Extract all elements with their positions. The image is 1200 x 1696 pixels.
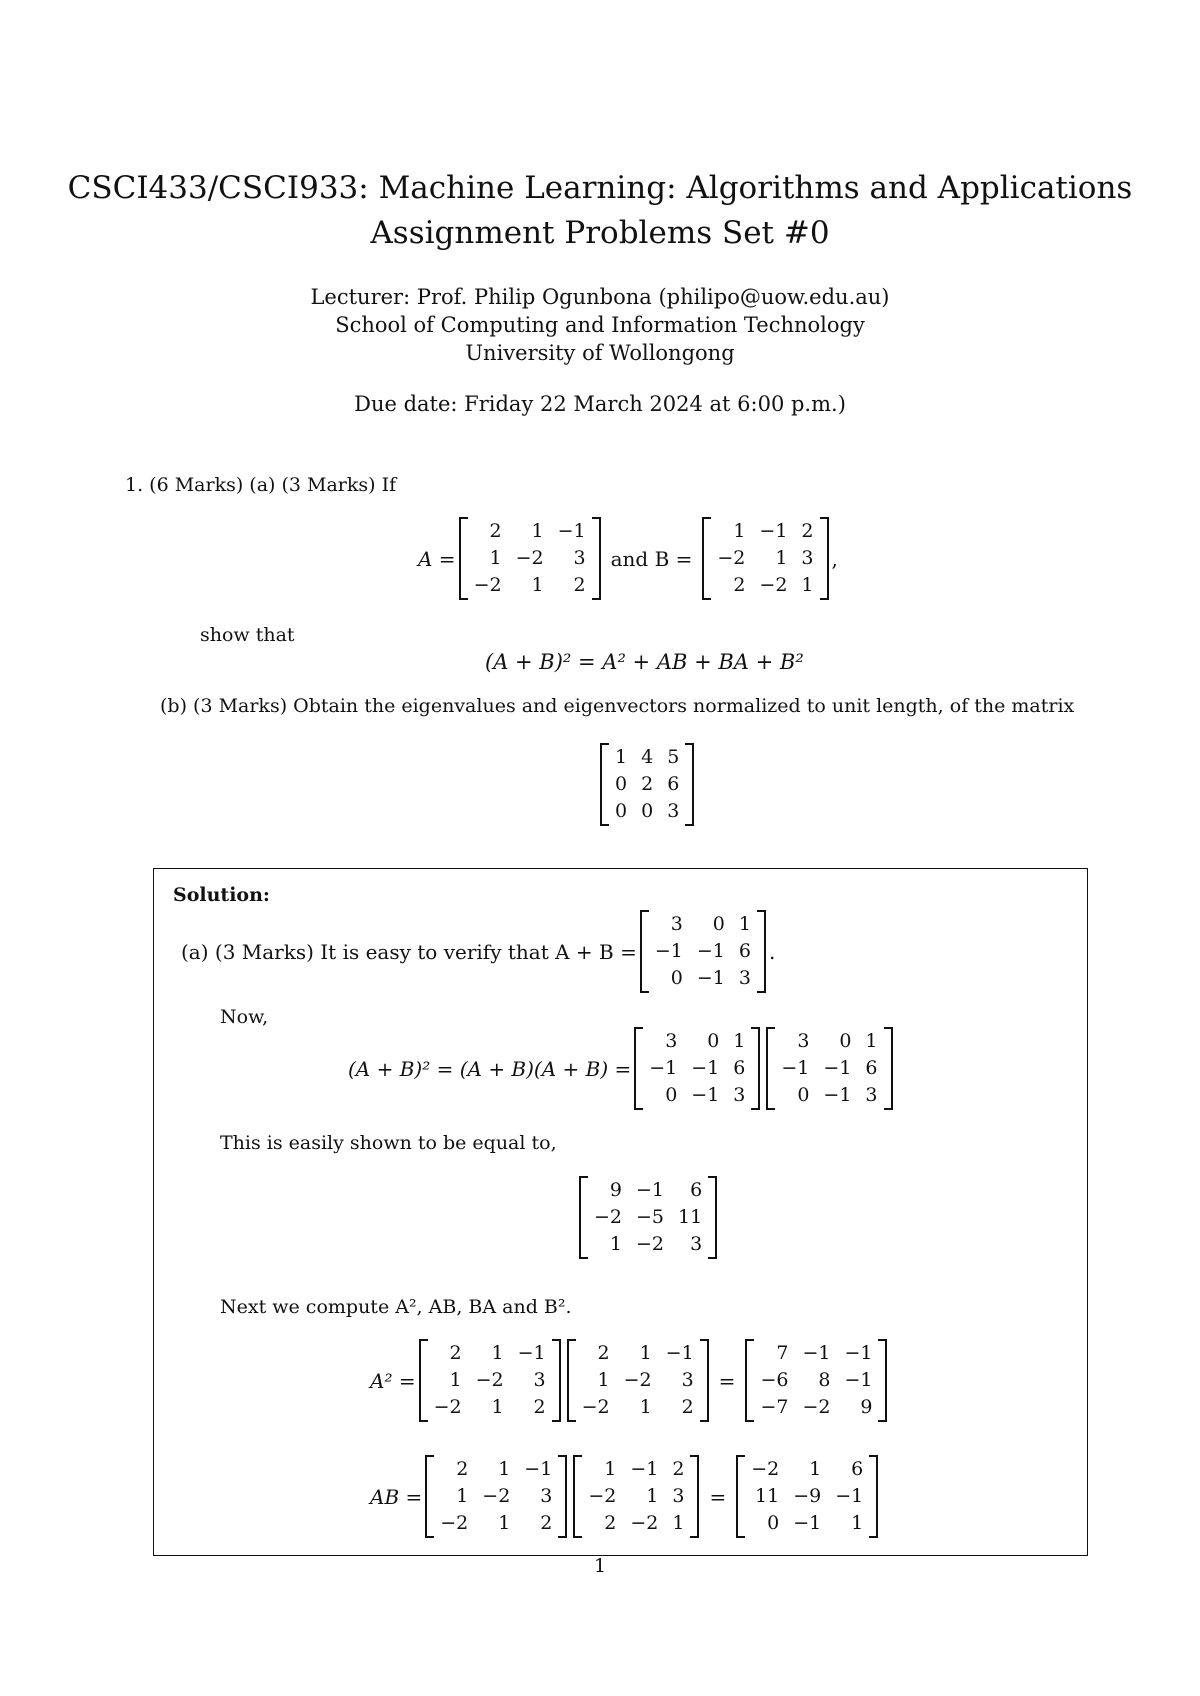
a2-right-matrix-cell-1-0: 1: [597, 1369, 610, 1391]
a2-right-matrix-cell-0-2: −1: [665, 1342, 694, 1364]
sum-matrix-cell-2-0: 0: [670, 967, 683, 989]
ab-left-matrix-cell-1-1: −2: [482, 1485, 511, 1507]
sum-matrix-cell-0-2: 1: [738, 913, 751, 935]
a2-result-matrix-cell-2-0: −7: [760, 1396, 789, 1418]
a2-result-matrix-cell-2-1: −2: [802, 1396, 831, 1418]
sum-matrix-right-cell-1-2: 6: [865, 1057, 878, 1079]
ab-right-matrix-cell-0-0: 1: [604, 1458, 617, 1480]
ab-left-matrix-cell-1-2: 3: [540, 1485, 553, 1507]
ab-left-matrix-cell-2-2: 2: [540, 1512, 553, 1534]
sum-matrix-right-cell-2-0: 0: [797, 1084, 810, 1106]
ab-result-matrix-cell-1-2: −1: [835, 1485, 864, 1507]
a2-left-matrix-cell-2-0: −2: [433, 1396, 462, 1418]
a2-left-matrix-cell-2-1: 1: [491, 1396, 504, 1418]
a2-left-matrix-cell-1-1: −2: [475, 1369, 504, 1391]
ab-line: [370, 1455, 881, 1538]
a2-left-matrix-cell-1-0: 1: [449, 1369, 462, 1391]
part-a-text: (a) (3 Marks) It is easy to verify that A + B =: [181, 939, 637, 964]
sum-matrix-cell-2-2: 3: [738, 967, 751, 989]
sum-matrix-cell-0-1: 0: [712, 913, 725, 935]
matrix-c-cell-0-2: 5: [667, 746, 680, 768]
square-result-block: [576, 1176, 720, 1259]
matrix-b-cell-1-0: −2: [717, 547, 746, 569]
ab-left-matrix-cell-0-0: 2: [456, 1458, 469, 1480]
sum-matrix-cell-2-1: −1: [696, 967, 725, 989]
a2-equals: =: [718, 1368, 736, 1393]
matrix-a-cell-1-0: 1: [489, 547, 502, 569]
ab-result-matrix: [736, 1455, 878, 1538]
square-result-matrix-cell-0-0: 9: [609, 1179, 623, 1201]
matrix-b-cell-0-2: 2: [801, 520, 814, 542]
sum-matrix: [640, 910, 766, 993]
a2-result-matrix-cell-2-2: 9: [860, 1396, 873, 1418]
sum-matrix-right-cell-1-1: −1: [823, 1057, 852, 1079]
a2-left-matrix-cell-1-2: 3: [533, 1369, 546, 1391]
now-text: Now,: [220, 1006, 269, 1028]
matrix-a-cell-0-0: 2: [489, 520, 502, 542]
ab-result-matrix-cell-0-1: 1: [809, 1458, 822, 1480]
a2-right-matrix-cell-0-1: 1: [639, 1342, 652, 1364]
problem-1-heading: 1. (6 Marks) (a) (3 Marks) If: [125, 474, 397, 496]
solution-heading: Solution:: [173, 884, 270, 906]
matrix-c-cell-0-0: 1: [615, 746, 628, 768]
matrix-c-cell-1-0: 0: [615, 773, 628, 795]
a2-left-matrix-cell-2-2: 2: [533, 1396, 546, 1418]
matrix-c-cell-2-1: 0: [641, 800, 654, 822]
lecturer-line: Lecturer: Prof. Philip Ogunbona (philipo@uow.edu.au): [310, 285, 890, 309]
square-result-matrix-cell-0-2: 6: [690, 1179, 703, 1201]
ab-lhs: AB =: [370, 1484, 423, 1509]
a2-left-matrix: [419, 1339, 561, 1422]
ab-right-matrix-cell-0-2: 2: [672, 1458, 685, 1480]
matrix-c: [600, 743, 694, 826]
sum-matrix-left-cell-1-1: −1: [691, 1057, 720, 1079]
sum-matrix-left-cell-2-2: 3: [733, 1084, 746, 1106]
sum-matrix-right-cell-1-0: −1: [781, 1057, 810, 1079]
sum-matrix-right: [766, 1027, 892, 1110]
sum-matrix-left-cell-0-0: 3: [665, 1030, 678, 1052]
sum-matrix-right-cell-2-2: 3: [865, 1084, 878, 1106]
ab-result-matrix-cell-2-0: 0: [767, 1512, 780, 1534]
square-result-matrix-cell-1-1: −5: [636, 1206, 665, 1228]
ab-right-matrix-cell-2-1: −2: [630, 1512, 659, 1534]
matrix-c-cell-0-1: 4: [641, 746, 654, 768]
a2-lhs: A² =: [370, 1368, 416, 1393]
ab-right-matrix-cell-2-2: 1: [672, 1512, 685, 1534]
matrix-a-cell-0-2: −1: [557, 520, 586, 542]
matrix-b-cell-2-1: −2: [759, 574, 788, 596]
matrices-ab-definition: [418, 517, 838, 600]
title-line-1: CSCI433/CSCI933: Machine Learning: Algorithms and Applications: [67, 170, 1133, 206]
sum-matrix-right-cell-0-2: 1: [865, 1030, 878, 1052]
ab-result-matrix-cell-2-2: 1: [851, 1512, 864, 1534]
sum-matrix-left-cell-2-1: −1: [691, 1084, 720, 1106]
sum-matrix-cell-0-0: 3: [670, 913, 683, 935]
ab-equals: =: [709, 1484, 727, 1509]
page-number: 1: [593, 1555, 607, 1577]
matrix-b-cell-2-2: 1: [801, 574, 814, 596]
school-line: School of Computing and Information Technology: [335, 313, 865, 337]
university-line: University of Wollongong: [465, 341, 735, 365]
identity-equation: (A + B)² = A² + AB + BA + B²: [485, 650, 804, 674]
matrix-a: [459, 517, 601, 600]
a2-result-matrix-cell-1-0: −6: [760, 1369, 789, 1391]
square-result-matrix-cell-2-2: 3: [690, 1233, 703, 1255]
show-that: show that: [200, 624, 295, 646]
ab-right-matrix-cell-1-1: 1: [646, 1485, 659, 1507]
matrix-a-cell-2-1: 1: [531, 574, 544, 596]
ab-left-matrix-cell-2-1: 1: [498, 1512, 511, 1534]
ab-left-matrix: [425, 1455, 567, 1538]
a2-result-matrix: [745, 1339, 887, 1422]
a2-left-matrix-cell-0-2: −1: [517, 1342, 546, 1364]
sum-period: .: [768, 939, 776, 964]
matrix-c-cell-2-0: 0: [615, 800, 628, 822]
matrix-c-cell-1-2: 6: [667, 773, 680, 795]
ab-left-matrix-cell-1-0: 1: [456, 1485, 469, 1507]
matrix-c-cell-2-2: 3: [667, 800, 680, 822]
ab-result-matrix-cell-1-1: −9: [793, 1485, 822, 1507]
a2-right-matrix-cell-1-2: 3: [681, 1369, 694, 1391]
a-squared-line: [370, 1339, 890, 1422]
sum-matrix-cell-1-2: 6: [738, 940, 751, 962]
square-result-matrix-cell-1-0: −2: [594, 1206, 623, 1228]
sum-matrix-cell-1-1: −1: [696, 940, 725, 962]
sum-matrix-left-cell-1-0: −1: [649, 1057, 678, 1079]
matrix-b: [702, 517, 828, 600]
a2-right-matrix-cell-2-0: −2: [581, 1396, 610, 1418]
ab-right-matrix-cell-1-2: 3: [672, 1485, 685, 1507]
sum-matrix-cell-1-0: −1: [654, 940, 683, 962]
due-date: Due date: Friday 22 March 2024 at 6:00 p.m.): [354, 392, 846, 416]
matrix-a-cell-0-1: 1: [531, 520, 544, 542]
matrix-c-cell-1-1: 2: [641, 773, 654, 795]
sum-matrix-left-cell-0-1: 0: [707, 1030, 720, 1052]
ab-right-matrix-cell-0-1: −1: [630, 1458, 659, 1480]
a2-right-matrix: [567, 1339, 709, 1422]
ab-result-matrix-cell-1-0: 11: [755, 1485, 780, 1507]
ab-result-matrix-cell-2-1: −1: [793, 1512, 822, 1534]
next-compute-text: Next we compute A², AB, BA and B².: [220, 1296, 572, 1318]
easily-shown-text: This is easily shown to be equal to,: [220, 1132, 557, 1154]
sum-matrix-left-cell-0-2: 1: [733, 1030, 746, 1052]
ab-left-matrix-cell-0-2: −1: [524, 1458, 553, 1480]
matrix-a-cell-2-2: 2: [573, 574, 586, 596]
matrix-b-cell-1-2: 3: [801, 547, 814, 569]
matrix-a-cell-2-0: −2: [473, 574, 502, 596]
ab-result-matrix-cell-0-0: −2: [751, 1458, 780, 1480]
part-b-text: (b) (3 Marks) Obtain the eigenvalues and eigenvectors normalized to unit length, of the matrix: [160, 695, 1075, 717]
a2-result-matrix-cell-1-1: 8: [818, 1369, 831, 1391]
square-result-matrix-cell-0-1: −1: [636, 1179, 665, 1201]
matrix-b-cell-2-0: 2: [733, 574, 746, 596]
matrix-b-cell-0-1: −1: [759, 520, 788, 542]
square-result-matrix: [579, 1176, 717, 1259]
matrix-a-cell-1-2: 3: [573, 547, 586, 569]
ab-left-matrix-cell-2-0: −2: [440, 1512, 469, 1534]
a2-result-matrix-cell-0-2: −1: [844, 1342, 873, 1364]
a2-right-matrix-cell-2-2: 2: [681, 1396, 694, 1418]
square-lhs: (A + B)² = (A + B)(A + B) =: [348, 1056, 632, 1081]
matrix-b-cell-1-1: 1: [775, 547, 788, 569]
sum-line: [181, 910, 775, 993]
and-b-label: and B =: [610, 546, 693, 571]
sum-matrix-right-cell-2-1: −1: [823, 1084, 852, 1106]
title-line-2: Assignment Problems Set #0: [370, 215, 830, 251]
ab-left-matrix-cell-0-1: 1: [498, 1458, 511, 1480]
ab-right-matrix-cell-1-0: −2: [588, 1485, 617, 1507]
a2-right-matrix-cell-2-1: 1: [639, 1396, 652, 1418]
sum-matrix-left-cell-1-2: 6: [733, 1057, 746, 1079]
square-result-matrix-cell-2-1: −2: [636, 1233, 665, 1255]
sum-matrix-left: [634, 1027, 760, 1110]
comma: ,: [831, 546, 838, 571]
ab-right-matrix-cell-2-0: 2: [604, 1512, 617, 1534]
sum-matrix-left-cell-2-0: 0: [665, 1084, 678, 1106]
square-result-matrix-cell-1-2: 11: [678, 1206, 703, 1228]
ab-right-matrix: [573, 1455, 699, 1538]
a2-result-matrix-cell-0-1: −1: [802, 1342, 831, 1364]
lhs-a: A =: [418, 546, 456, 571]
a2-right-matrix-cell-1-1: −2: [623, 1369, 652, 1391]
a2-right-matrix-cell-0-0: 2: [597, 1342, 610, 1364]
square-line: [348, 1027, 896, 1110]
ab-result-matrix-cell-0-2: 6: [851, 1458, 864, 1480]
sum-matrix-right-cell-0-0: 3: [797, 1030, 810, 1052]
a2-left-matrix-cell-0-1: 1: [491, 1342, 504, 1364]
matrix-a-cell-1-1: −2: [515, 547, 544, 569]
square-result-matrix-cell-2-0: 1: [609, 1233, 623, 1255]
matrix-b-cell-0-0: 1: [733, 520, 746, 542]
a2-result-matrix-cell-1-2: −1: [844, 1369, 873, 1391]
matrix-c-block: [597, 743, 697, 826]
sum-matrix-right-cell-0-1: 0: [839, 1030, 852, 1052]
a2-left-matrix-cell-0-0: 2: [449, 1342, 462, 1364]
a2-result-matrix-cell-0-0: 7: [776, 1342, 789, 1364]
